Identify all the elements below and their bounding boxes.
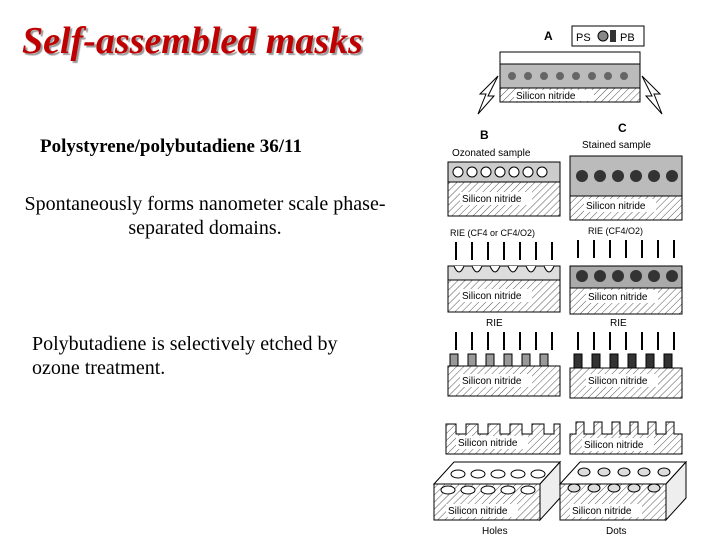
ozonated-sample-label: Ozonated sample [452,148,531,159]
panel-b-stage-transferred [446,424,560,454]
panel-b-stage-etched [448,266,560,312]
dots-label: Dots [606,526,627,537]
panel-b-label: B [480,128,489,142]
dots-nitride-label: Silicon nitride [572,506,632,517]
rie-b-label: RIE [486,318,503,329]
slide-title: Self-assembled masks [22,20,363,62]
rie-left-label: RIE (CF4 or CF4/O2) [450,228,536,238]
rie-right-label: RIE (CF4/O2) [588,226,644,236]
panel-c-stage-stained [570,156,682,220]
panel-c1-nitride-label: Silicon nitride [586,201,646,212]
panel-b-stage-pattern [448,354,560,396]
panel-b3-nitride-label: Silicon nitride [462,376,522,387]
stained-sample-label: Stained sample [582,140,651,151]
panel-c2-nitride-label: Silicon nitride [588,292,648,303]
legend [572,26,644,46]
panel-b2-nitride-label: Silicon nitride [462,291,522,302]
holes-block [434,462,560,520]
rie-arrows-c2 [578,332,674,350]
panel-c-stage-pattern [570,354,682,398]
rie-arrows-c [578,240,674,258]
panel-a-nitride-label: Silicon nitride [516,91,576,102]
arrow-right-icon [642,76,662,114]
holes-nitride-label: Silicon nitride [448,506,508,517]
panel-a-stack [500,52,640,102]
arrow-left-icon [478,76,498,114]
body-paragraph-formation: Spontaneously forms nanometer scale phase-separated domains. [24,193,386,239]
slide-subtitle: Polystyrene/polybutadiene 36/11 [40,136,302,157]
legend-pb-swatch [610,30,616,42]
panel-b1-nitride-label: Silicon nitride [462,194,522,205]
panel-c-label: C [618,121,627,135]
panel-a-label: A [544,29,553,43]
panel-c-stage-etched [570,266,682,314]
rie-arrows-b [456,242,552,260]
mask-process-figure [420,14,710,538]
panel-c4-nitride-label: Silicon nitride [584,440,644,451]
dots-block [560,462,686,520]
panel-c-stage-transferred [570,422,682,454]
panel-b4-nitride-label: Silicon nitride [458,438,518,449]
panel-b-stage-ozonated [448,162,560,216]
legend-pb-label: PB [620,32,635,44]
rie-arrows-b2 [456,332,552,350]
panel-c3-nitride-label: Silicon nitride [588,376,648,387]
legend-domain-icon [598,31,608,41]
rie-c-label: RIE [610,318,627,329]
legend-ps-label: PS [576,32,591,44]
holes-label: Holes [482,526,508,537]
body-paragraph-etching: Polybutadiene is selectively etched by ozone treatment. [32,333,338,379]
